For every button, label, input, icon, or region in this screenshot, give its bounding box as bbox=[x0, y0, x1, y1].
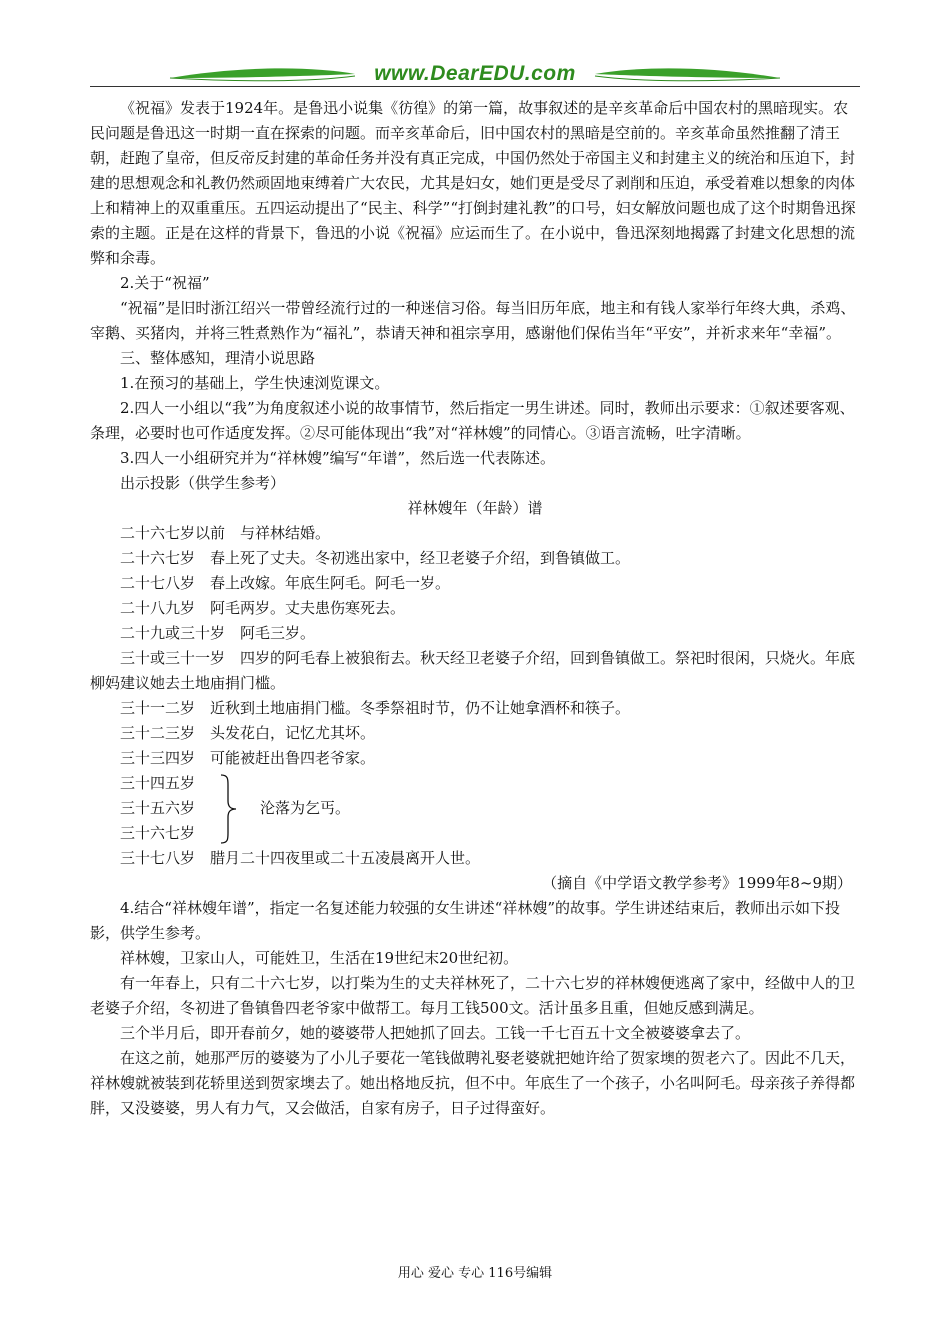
chronology-row: 二十七八岁 春上改嫁。年底生阿毛。阿毛一岁。 bbox=[120, 574, 451, 592]
chronology-row: 三十一二岁 近秋到土地庙捐门槛。冬季祭祖时节，仍不让她拿酒杯和筷子。 bbox=[120, 699, 631, 717]
chronology-row: 三十或三十一岁 四岁的阿毛春上被狼衔去。秋天经卫老婆子介绍，回到鲁镇做工。祭祀时很闲，只烧火。年底柳妈建议她去土地庙捐门槛。 bbox=[90, 649, 856, 692]
paragraph: 《祝福》发表于1924年。是鲁迅小说集《彷徨》的第一篇，故事叙述的是辛亥革命后中国农村的黑暗现实。农民问题是鲁迅这一时期一直在探索的问题。而辛亥革命后，旧中国农村的黑暗是空前的。辛亥革命虽然推翻了清王朝，赶跑了皇帝，但反帝反封建的革命任务并没有真正完成，中国仍然处于帝国主义和封建主义的统治和压迫下，封建的思想观念和礼教仍然顽固地束缚着广大农民，尤其是妇女，她们更是受尽了剥削和压迫，承受着难以想象的肉体上和精神上的双重重压。五四运动提出了“民主、科学”“打倒封建礼教”的口号，妇女解放问题也成了这个时期鲁迅探索的主题。正是在这样的背景下，鲁迅的小说《祝福》应运而生了。在小说中，鲁迅深刻地揭露了封建文化思想的流弊和余毒。 bbox=[90, 99, 856, 267]
section-heading: 三、整体感知，理清小说思路 bbox=[120, 349, 316, 367]
chronology-row: 二十九或三十岁 阿毛三岁。 bbox=[120, 624, 316, 642]
paragraph: “祝福”是旧时浙江绍兴一带曾经流行过的一种迷信习俗。每当旧历年底，地主和有钱人家举行年终大典，杀鸡、宰鹅、买猪肉，并将三牲煮熟作为“福礼”，恭请天神和祖宗享用，感谢他们保佑当年“平安”，并祈求来年“幸福”。 bbox=[90, 299, 856, 342]
step-item: 3.四人一小组研究并为“祥林嫂”编写“年谱”，然后选一代表陈述。 bbox=[120, 449, 555, 467]
chronology-age: 三十六七岁 bbox=[120, 824, 196, 842]
paragraph: 在这之前，她那严厉的婆婆为了小儿子要花一笔钱做聘礼娶老婆就把她许给了贺家墺的贺老六了。因此不几天，祥林嫂就被装到花轿里送到贺家墺去了。她出格地反抗，但不中。年底生了一个孩子，小名叫阿毛。母亲孩子养得都胖，又没婆婆，男人有力气，又会做活，自家有房子，日子过得蛮好。 bbox=[90, 1049, 856, 1117]
header-divider bbox=[90, 86, 860, 87]
page-footer: 用心 爱心 专心 116号编辑 bbox=[397, 1266, 553, 1281]
curly-brace-icon bbox=[218, 773, 240, 845]
document-body bbox=[90, 96, 860, 1121]
chronology-row: 三十三四岁 可能被赶出鲁四老爷家。 bbox=[120, 749, 376, 767]
chronology-age: 三十四五岁 bbox=[120, 774, 196, 792]
chronology-age: 三十五六岁 bbox=[120, 799, 196, 817]
step-item: 4.结合“祥林嫂年谱”，指定一名复述能力较强的女生讲述“祥林嫂”的故事。学生讲述结束后，教师出示如下投影，供学生参考。 bbox=[90, 899, 840, 942]
site-header-logo bbox=[90, 60, 860, 94]
site-logo-text: www.DearEDU.com bbox=[374, 62, 576, 85]
section-heading: 2.关于“祝福” bbox=[120, 274, 210, 292]
chronology-row: 二十六七岁 春上死了丈夫。冬初逃出家中，经卫老婆子介绍，到鲁镇做工。 bbox=[120, 549, 631, 567]
chronology-row: 二十六七岁以前 与祥林结婚。 bbox=[120, 524, 331, 542]
step-item: 2.四人一小组以“我”为角度叙述小说的故事情节，然后指定一男生讲述。同时，教师出示要求：①叙述要客观、条理，必要时也可作适度发挥。②尽可能体现出“我”对“祥林嫂”的同情心。③语言流畅，吐字清晰。 bbox=[90, 399, 855, 442]
chronology-row: 二十八九岁 阿毛两岁。丈夫患伤寒死去。 bbox=[120, 599, 406, 617]
table-title: 祥林嫂年（年龄）谱 bbox=[407, 499, 543, 517]
step-item: 1.在预习的基础上，学生快速浏览课文。 bbox=[120, 374, 390, 392]
paragraph: 祥林嫂，卫家山人，可能姓卫，生活在19世纪末20世纪初。 bbox=[120, 949, 519, 967]
chronology-row: 三十二三岁 头发花白，记忆尤其坏。 bbox=[120, 724, 376, 742]
source-citation: （摘自《中学语文教学参考》1999年8~9期） bbox=[542, 874, 852, 892]
chronology-event: 沦落为乞丐。 bbox=[260, 799, 351, 817]
projection-note: 出示投影（供学生参考） bbox=[120, 474, 286, 492]
paragraph: 三个半月后，即开春前夕，她的婆婆带人把她抓了回去。工钱一千七百五十文全被婆婆拿去了。 bbox=[120, 1024, 751, 1042]
chronology-brace-group bbox=[90, 771, 860, 846]
chronology-row: 三十七八岁 腊月二十四夜里或二十五凌晨离开人世。 bbox=[120, 849, 481, 867]
paragraph: 有一年春上，只有二十六七岁，以打柴为生的丈夫祥林死了，二十六七岁的祥林嫂便逃离了家中，经做中人的卫老婆子介绍，冬初进了鲁镇鲁四老爷家中做帮工。每月工钱500文。活计虽多且重，但她反感到满足。 bbox=[90, 974, 856, 1017]
